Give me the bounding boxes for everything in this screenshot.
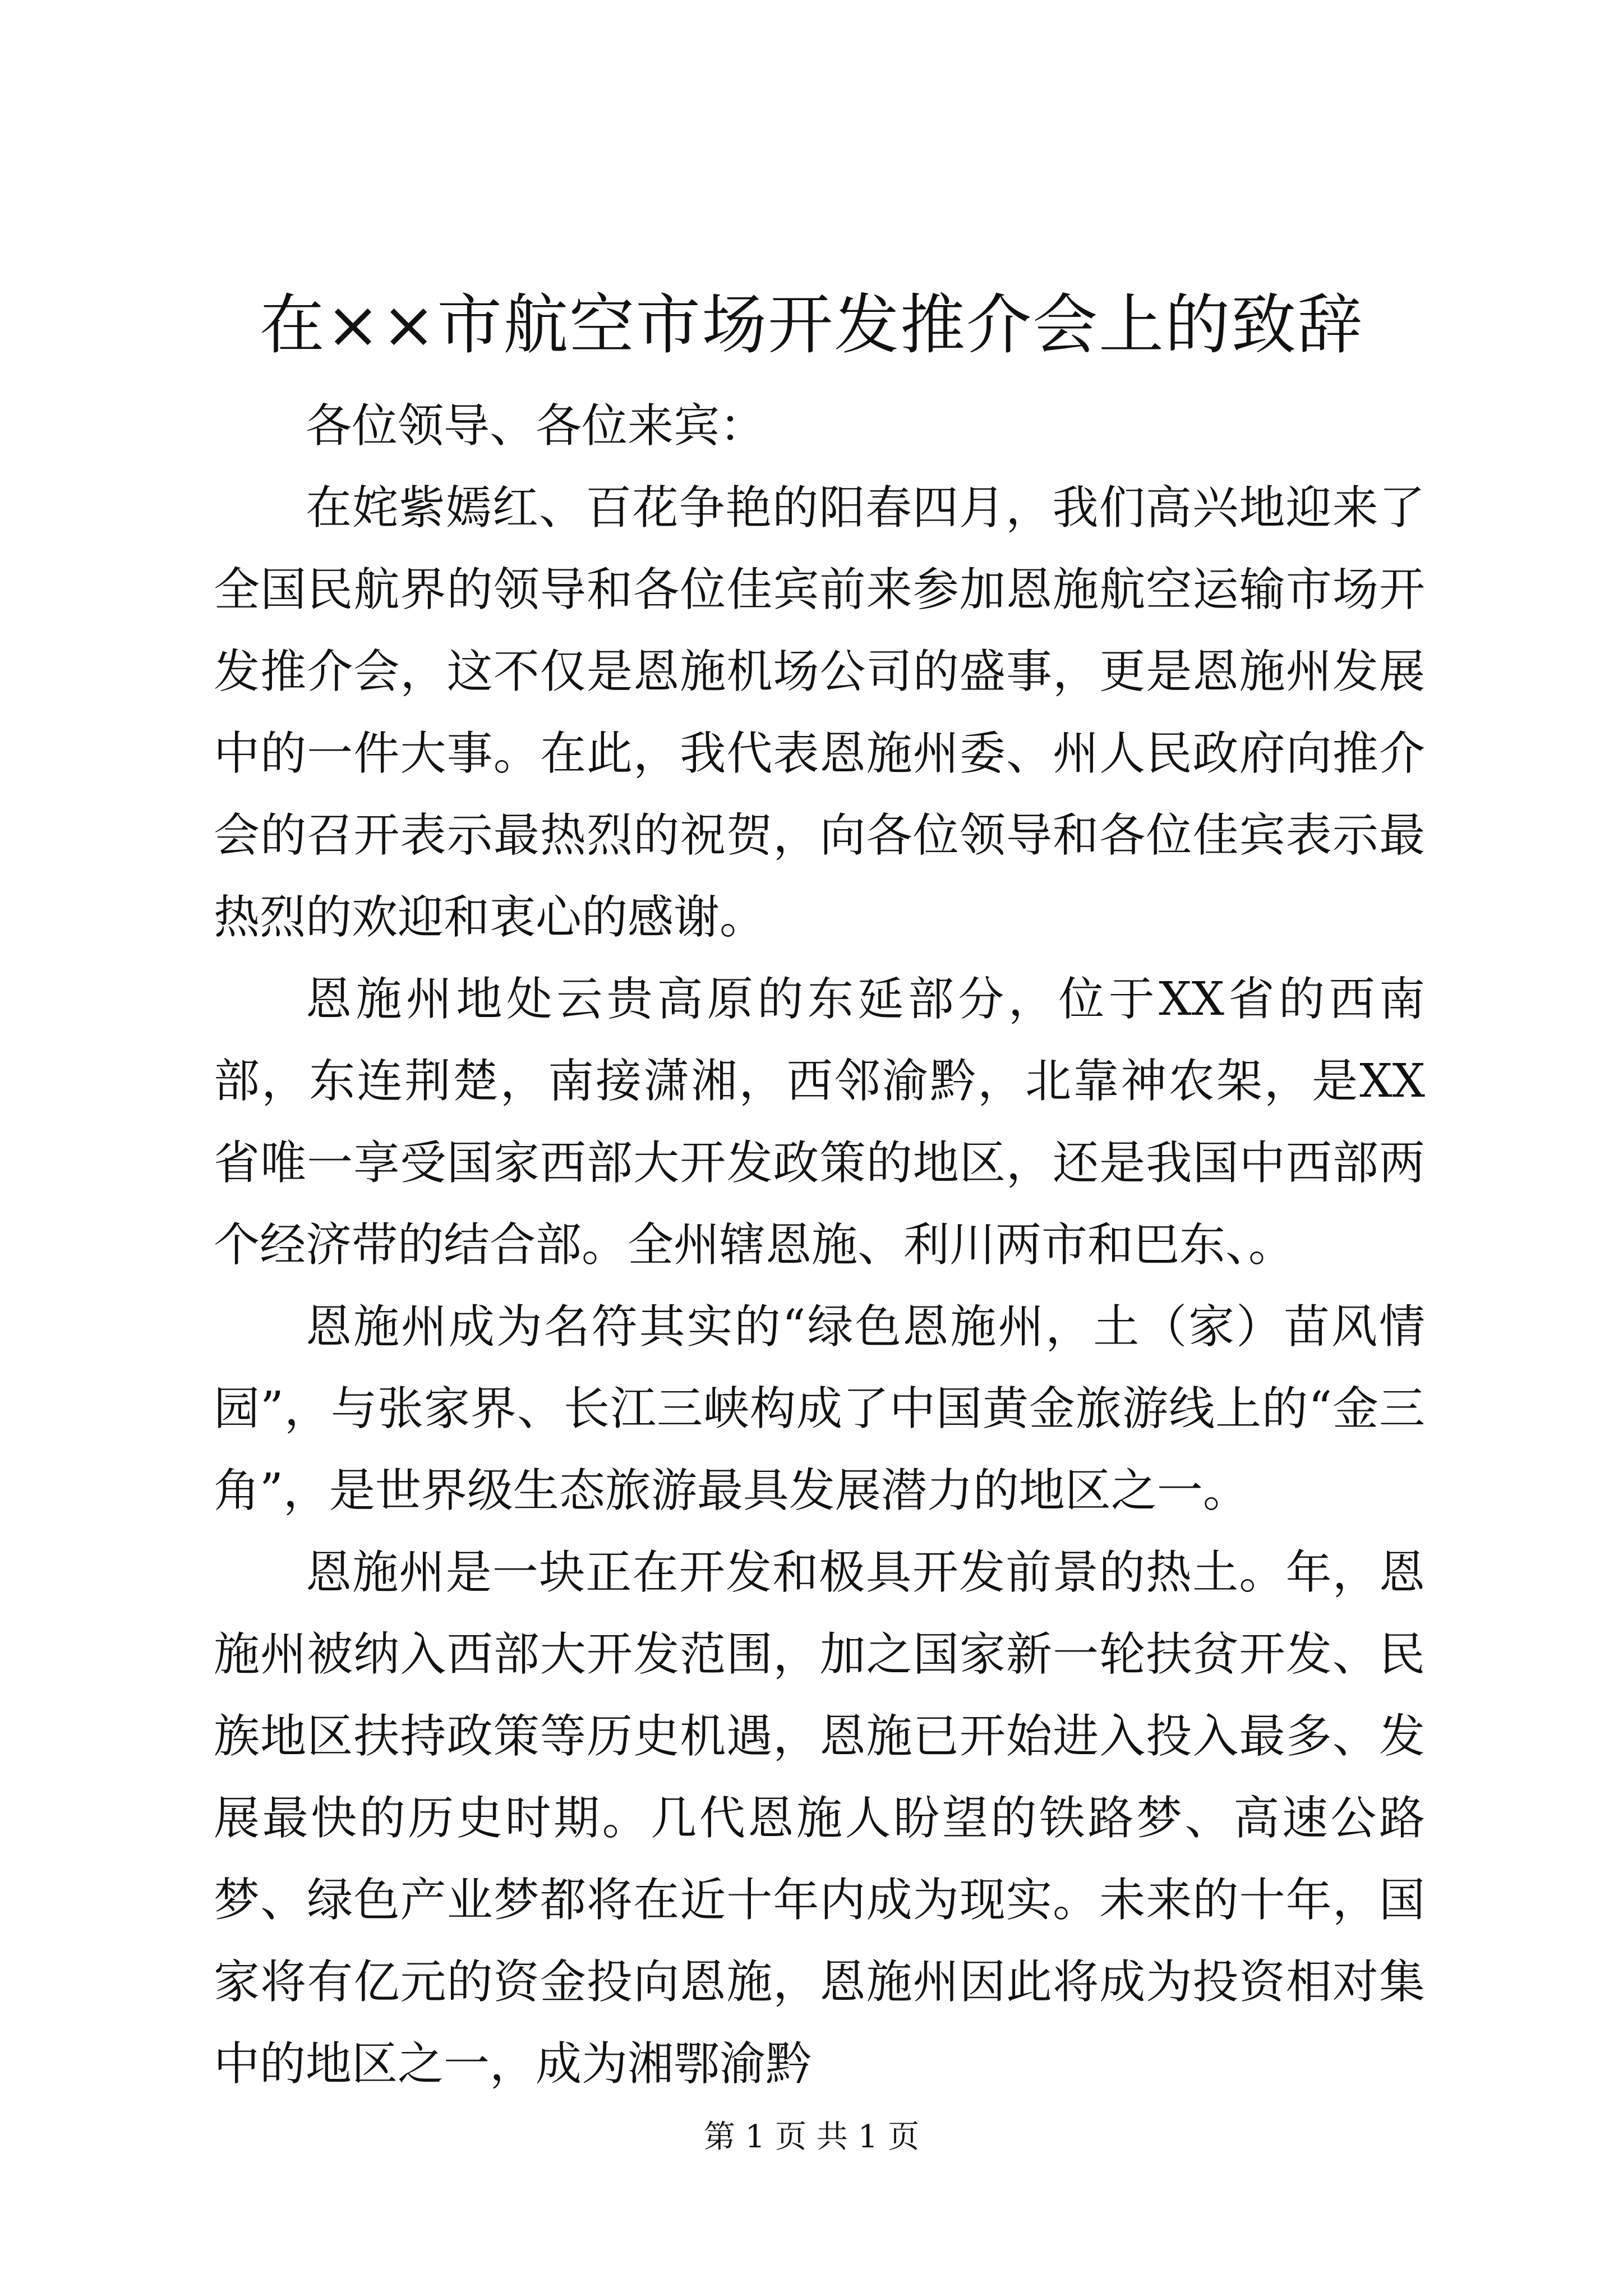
paragraph-4: 恩施州是一块正在开发和极具开发前景的热土。年，恩施州被纳入西部大开发范围，加之国家新一轮扶贫开发、民族地区扶持政策等历史机遇，恩施已开始进入投入最多、发展最快的历史时期。几代恩施人盼望的铁路梦、高速公路梦、绿色产业梦都将在近十年内成为现实。未来的十年，国家将有亿元的资金投向恩施，恩施州因此将成为投资相对集中的地区之一，成为湘鄂渝黔 [214, 1546, 1425, 2091]
paragraph-3: 恩施州成为名符其实的“绿色恩施州，土（家）苗风情园”，与张家界、长江三峡构成了中国黄金旅游线上的“金三角”，是世界级生态旅游最具发展潜力的地区之一。 [214, 1300, 1425, 1517]
document-title: 在××市航空市场开发推介会上的致辞 [259, 287, 1364, 363]
paragraph-1: 在姹紫嫣红、百花争艳的阳春四月，我们高兴地迎来了全国民航界的领导和各位佳宾前来参加恩施航空运输市场开发推介会，这不仅是恩施机场公司的盛事，更是恩施州发展中的一件大事。在此，我代表恩施州委、州人民政府向推介会的召开表示最热烈的祝贺，向各位领导和各位佳宾表示最热烈的欢迎和衷心的感谢。 [214, 481, 1425, 944]
salutation: 各位领导、各位来宾： [306, 399, 766, 453]
page-number-footer: 第 1 页 共 1 页 [703, 2119, 920, 2155]
document-body [214, 385, 1425, 2105]
paragraph-2: 恩施州地处云贵高原的东延部分，位于XX省的西南部，东连荆楚，南接潇湘，西邻渝黔，北靠神农架，是XX省唯一享受国家西部大开发政策的地区，还是我国中西部两个经济带的结合部。全州辖恩施、利川两市和巴东、。 [214, 973, 1425, 1272]
